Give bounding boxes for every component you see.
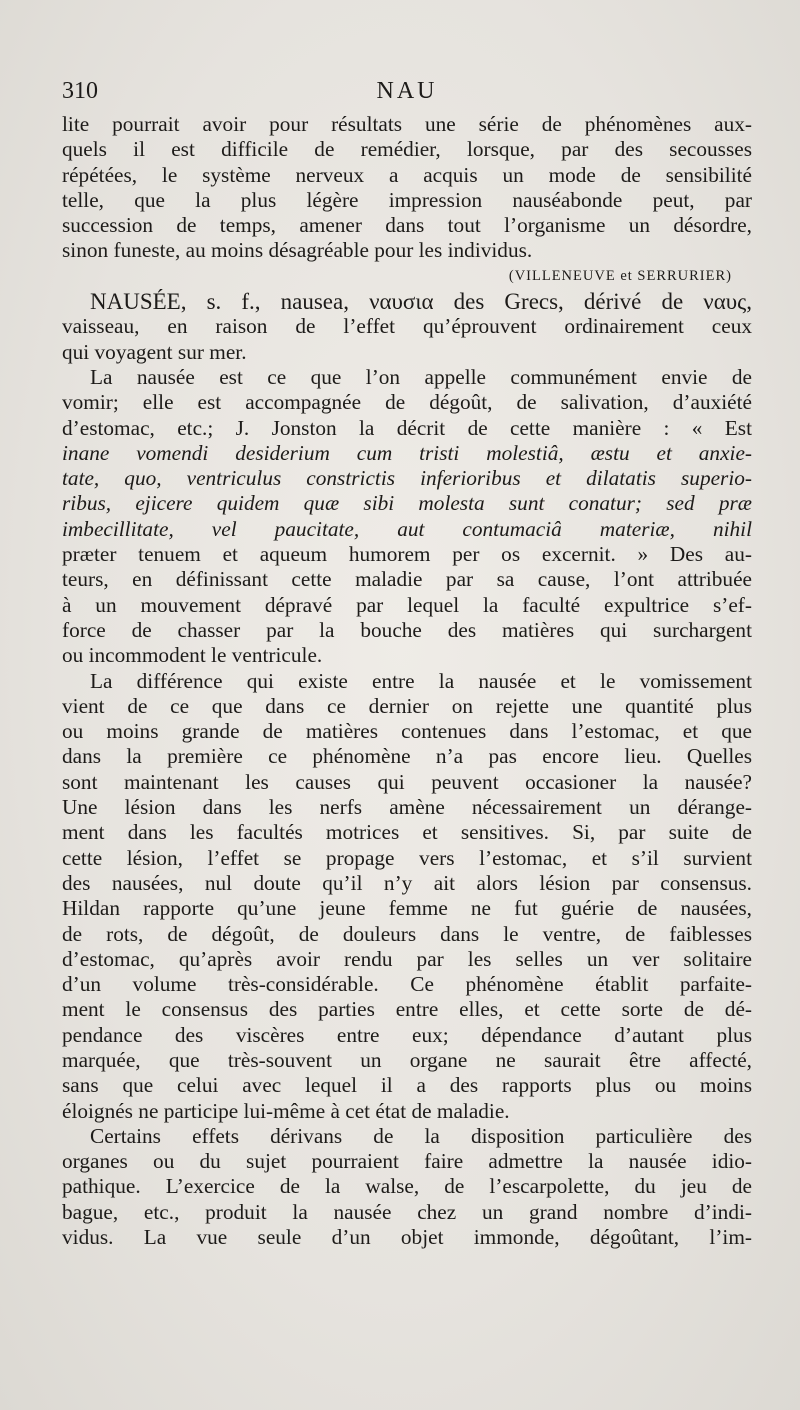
latin-quote-line: ribus, ejicere quidem quæ sibi molesta sunt conatur; sed præ [62, 491, 752, 516]
text-line: d’estomac, qu’après avoir rendu par les selles un ver solitaire [62, 946, 752, 971]
body-text [62, 112, 752, 1250]
text-line: teurs, en définissant cette maladie par sa cause, l’ont attribuée [62, 567, 752, 592]
text-line: répétées, le système nerveux a acquis un mode de sensibilité [62, 162, 752, 187]
text-line: organes ou du sujet pourraient faire admettre la nausée idio- [62, 1149, 752, 1174]
text-line: La nausée est ce que l’on appelle communément envie de [90, 364, 752, 389]
latin-quote-line: tate, quo, ventriculus constrictis inferioribus et dilatatis superio- [62, 466, 752, 491]
text-line: vidus. La vue seule d’un objet immonde, dégoûtant, l’im- [62, 1225, 752, 1250]
text-line: Une lésion dans les nerfs amène nécessairement un dérange- [62, 795, 752, 820]
text-line: La différence qui existe entre la nausée et le vomissement [90, 668, 752, 693]
text-line: cette lésion, l’effet se propage vers l’estomac, et s’il survient [62, 845, 752, 870]
text-line: ou moins grande de matières contenues dans l’estomac, et que [62, 719, 752, 744]
text-line: quels il est difficile de remédier, lorsque, par des secousses [62, 137, 752, 162]
text-line: ment dans les facultés motrices et sensitives. Si, par suite de [62, 820, 752, 845]
paragraph-definition [62, 365, 752, 669]
text-line: Hildan rapporte qu’une jeune femme ne fut guérie de nausées, [62, 896, 752, 921]
text-line: à un mouvement dépravé par lequel la faculté expultrice s’ef- [62, 592, 752, 617]
text-line: éloignés ne participe lui-même à cet état de maladie. [62, 1098, 510, 1123]
text-line: qui voyagent sur mer. [62, 339, 247, 364]
author-attribution: (VILLENEUVE et SERRURIER) [508, 267, 732, 284]
text-line: dans la première ce phénomène n’a pas encore lieu. Quelles [62, 744, 752, 769]
text-line: ou incommodent le ventricule. [62, 643, 323, 668]
paragraph-entry-nausee [62, 289, 752, 365]
text-line: Certains effets dérivans de la disposition particulière des [90, 1123, 752, 1148]
text-line: præter tenuem et aqueum humorem per os excernit. » Des au- [62, 542, 752, 567]
text-line: vomir; elle est accompagnée de dégoût, de salivation, d’auxiété [62, 390, 752, 415]
text-line: sinon funeste, au moins désagréable pour les individus. [62, 238, 533, 263]
text-line: lite pourrait avoir pour résultats une série de phénomènes aux- [62, 112, 752, 136]
text-line: d’estomac, etc.; J. Jonston la décrit de cette manière : « Est [62, 415, 752, 440]
text-line: sont maintenant les causes qui peuvent occasioner la nausée? [62, 769, 752, 794]
entry-headword-line: NAUSÉE, s. f., nausea, ναυσια des Grecs, dérivé de ναυς, [90, 289, 752, 315]
text-line: vaisseau, en raison de l’effet qu’éprouvent ordinairement ceux [62, 314, 752, 339]
text-line: marquée, que très-souvent un organe ne saurait être affecté, [62, 1047, 752, 1072]
paragraph-difference [62, 669, 752, 1124]
latin-quote-line: imbecillitate, vel paucitate, aut contumaciâ materiæ, nihil [62, 516, 752, 541]
page-number: 310 [62, 78, 98, 104]
text-line: succession de temps, amener dans tout l’organisme un désordre, [62, 213, 752, 238]
paragraph-continuation [62, 112, 752, 289]
page-header [62, 78, 752, 108]
text-line: d’un volume très-considérable. Ce phénomène établit parfaite- [62, 972, 752, 997]
text-line: telle, que la plus légère impression nauséabonde peut, par [62, 187, 752, 212]
paragraph-causes [62, 1124, 752, 1250]
text-line: des nausées, nul doute qu’il n’y ait alors lésion par consensus. [62, 870, 752, 895]
text-line: pathique. L’exercice de la walse, de l’escarpolette, du jeu de [62, 1174, 752, 1199]
latin-quote-line: inane vomendi desiderium cum tristi molestiâ, æstu et anxie- [62, 440, 752, 465]
text-line: vient de ce que dans ce dernier on rejette une quantité plus [62, 693, 752, 718]
text-line: bague, etc., produit la nausée chez un grand nombre d’indi- [62, 1199, 752, 1224]
text-line: ment le consensus des parties entre elles, et cette sorte de dé- [62, 997, 752, 1022]
running-title: NAU [376, 78, 438, 104]
text-line: force de chasser par la bouche des matières qui surchargent [62, 617, 752, 642]
text-line: sans que celui avec lequel il a des rapports plus ou moins [62, 1073, 752, 1098]
text-line: de rots, de dégoût, de douleurs dans le ventre, de faiblesses [62, 921, 752, 946]
text-line: pendance des viscères entre eux; dépendance d’autant plus [62, 1022, 752, 1047]
